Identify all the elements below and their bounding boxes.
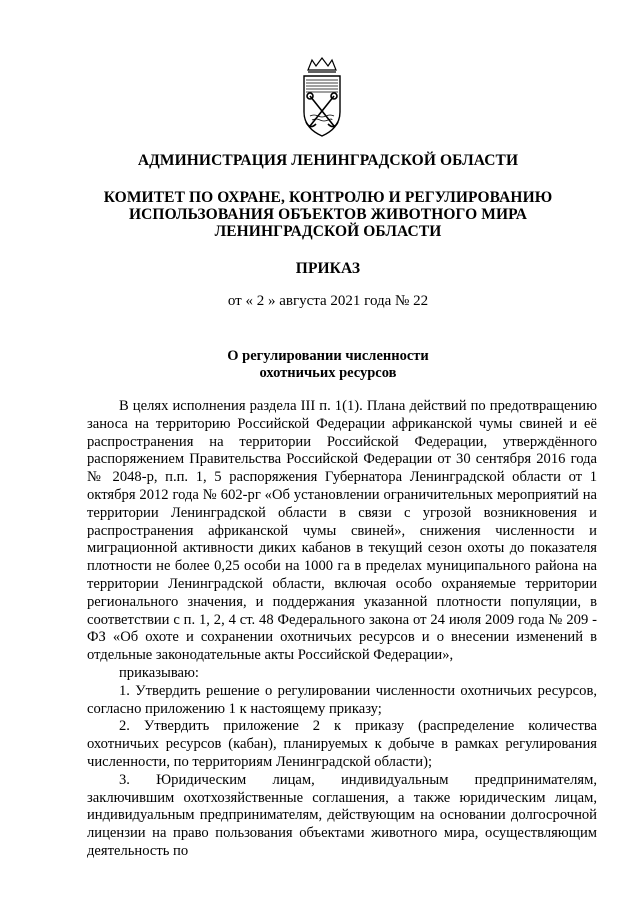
- committee-title-line: КОМИТЕТ ПО ОХРАНЕ, КОНТРОЛЮ И РЕГУЛИРОВАНИЮ: [103, 189, 553, 206]
- administration-title: АДМИНИСТРАЦИЯ ЛЕНИНГРАДСКОЙ ОБЛАСТИ: [137, 152, 519, 169]
- document-subject-line: охотничьих ресурсов: [259, 365, 397, 381]
- document-subject: [60, 348, 596, 382]
- body-paragraph-item-3: 3. Юридическим лицам, индивидуальным предпринимателям, заключившим охотхозяйственные соглашения, а также юридическим лицам, индивидуальным предпринимателям, действующим на основании долгосрочной лицензии на право пользования объектами животного мира, осуществляющим деятельность по: [87, 771, 597, 859]
- committee-title-line: ИСПОЛЬЗОВАНИЯ ОБЪЕКТОВ ЖИВОТНОГО МИРА: [128, 206, 528, 223]
- committee-title: [60, 189, 596, 240]
- body-paragraph-preamble: В целях исполнения раздела III п. 1(1). Плана действий по предотвращению заноса на территорию Российской Федерации африканской чумы свиней и её распространения на территории Российской Федерации, утверждённого распоряжением Правительства Российской Федерации от 30 сентября 2016 года № 2048-р, п.п. 1, 5 распоряжения Губернатора Ленинградской области от 1 октября 2012 года № 602-рг «Об установлении ограничительных мероприятий на территории Ленинградской области в связи с угрозой возникновения и распространения африканской чумы свиней», снижения численности и миграционной активности диких кабанов в текущий сезон охоты до показателя плотности не более 0,25 особи на 1000 га в пределах муниципального района на территории Ленинградской области, включая особо охраняемые территории регионального значения, и поддержания указанной плотности популяции, в соответствии с п. 1, 2, 4 ст. 48 Федерального закона от 24 июля 2009 года № 209 - ФЗ «Об охоте и сохранении охотничьих ресурсов и о внесении изменений в отдельные законодательные акты Российской Федерации»,: [87, 398, 597, 664]
- body-paragraph-order: приказываю:: [119, 664, 199, 681]
- document-body: [87, 398, 597, 861]
- document-type-title: ПРИКАЗ: [295, 260, 361, 277]
- coat-of-arms-icon: [298, 56, 346, 140]
- body-paragraph-item-1: 1. Утвердить решение о регулировании численности охотничьих ресурсов, согласно приложению 1 к настоящему приказу;: [87, 682, 597, 717]
- document-subject-line: О регулировании численности: [227, 348, 429, 364]
- document-date-number: от « 2 » августа 2021 года № 22: [227, 293, 429, 309]
- body-paragraph-item-2: 2. Утвердить приложение 2 к приказу (распределение количества охотничьих ресурсов (кабан), планируемых к добыче в рамках регулирования численности, по территориям Ленинградской области);: [87, 718, 597, 770]
- committee-title-line: ЛЕНИНГРАДСКОЙ ОБЛАСТИ: [214, 223, 442, 240]
